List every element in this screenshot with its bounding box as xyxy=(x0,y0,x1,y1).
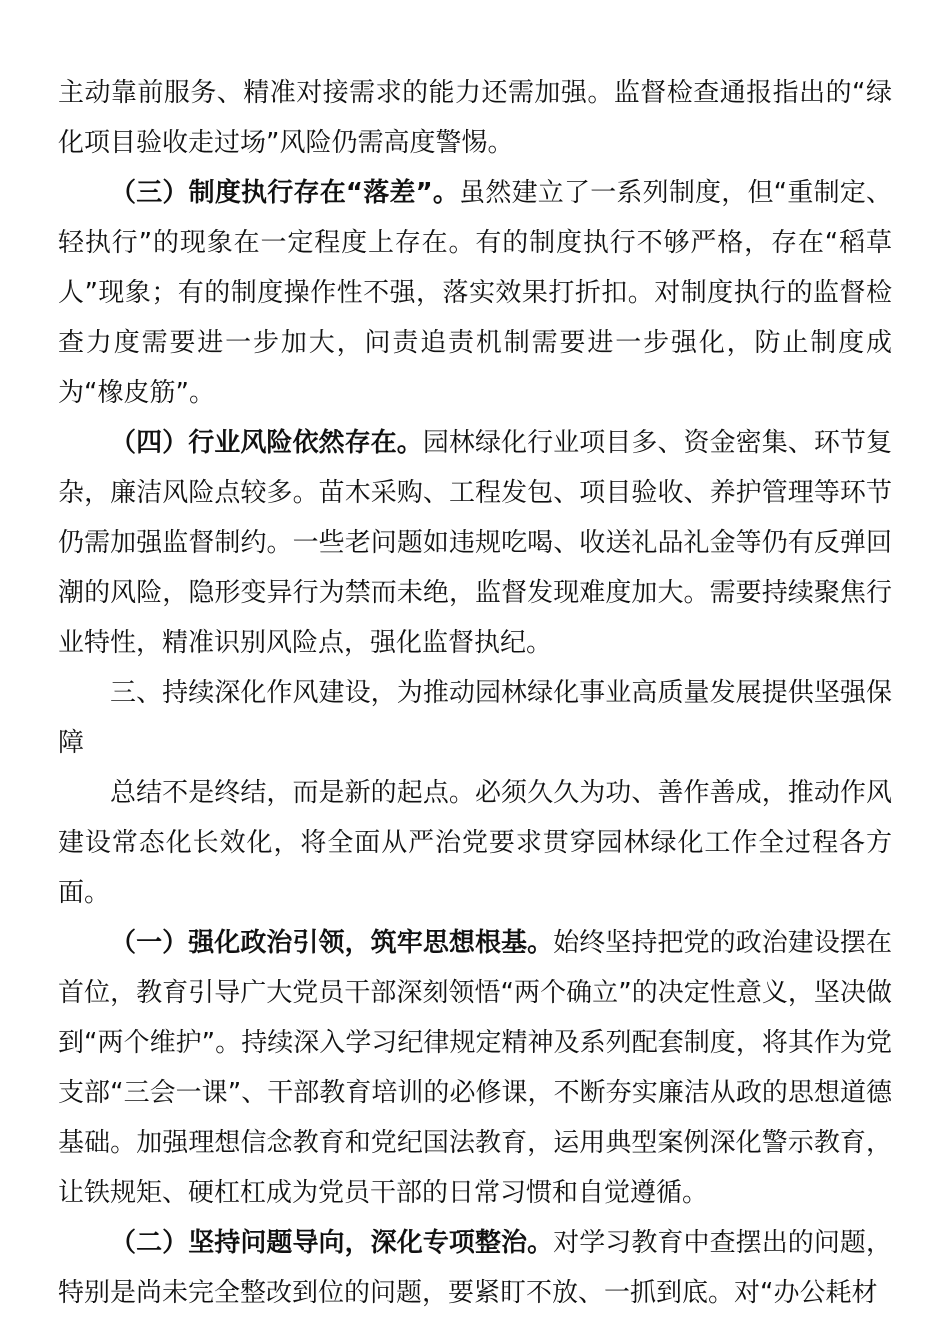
paragraph-2-lead: （三）制度执行存在“落差”。 xyxy=(110,178,460,208)
paragraph-3-text: 园林绿化行业项目多、资金密集、环节复杂，廉洁风险点较多。苗木采购、工程发包、项目验收、养护管理等环节仍需加强监督制约。一些老问题如违规吃喝、收送礼品礼金等仍有反弹回潮的风险，隐形变异行为禁而未绝，监督发现难度加大。需要持续聚焦行业特性，精准识别风险点，强化监督执纪。 xyxy=(58,428,892,658)
paragraph-3-lead: （四）行业风险依然存在。 xyxy=(110,428,423,458)
paragraph-1 xyxy=(58,68,892,168)
paragraph-5 xyxy=(58,768,892,918)
section-heading-3-text: 三、持续深化作风建设，为推动园林绿化事业高质量发展提供坚强保障 xyxy=(58,678,892,758)
paragraph-7 xyxy=(58,1218,892,1318)
paragraph-5-text: 总结不是终结，而是新的起点。必须久久为功、善作善成，推动作风建设常态化长效化，将全面从严治党要求贯穿园林绿化工作全过程各方面。 xyxy=(58,778,892,908)
section-heading-3 xyxy=(58,668,892,768)
paragraph-6-lead: （一）强化政治引领，筑牢思想根基。 xyxy=(110,928,554,958)
paragraph-2 xyxy=(58,168,892,418)
paragraph-3 xyxy=(58,418,892,668)
paragraph-7-lead: （二）坚持问题导向，深化专项整治。 xyxy=(110,1228,554,1258)
paragraph-7-text: 对学习教育中查摆出的问题，特别是尚未完全整改到位的问题，要紧盯不放、一抓到底。对“办公耗材 xyxy=(58,1228,892,1308)
paragraph-6-text: 始终坚持把党的政治建设摆在首位，教育引导广大党员干部深刻领悟“两个确立”的决定性意义，坚决做到“两个维护”。持续深入学习纪律规定精神及系列配套制度，将其作为党支部“三会一课”、干部教育培训的必修课，不断夯实廉洁从政的思想道德基础。加强理想信念教育和党纪国法教育，运用典型案例深化警示教育，让铁规矩、硬杠杠成为党员干部的日常习惯和自觉遵循。 xyxy=(58,928,892,1208)
paragraph-1-text: 主动靠前服务、精准对接需求的能力还需加强。监督检查通报指出的“绿化项目验收走过场”风险仍需高度警惕。 xyxy=(58,78,892,158)
document-page xyxy=(58,68,892,1318)
paragraph-2-text: 虽然建立了一系列制度，但“重制定、轻执行”的现象在一定程度上存在。有的制度执行不够严格，存在“稻草人”现象；有的制度操作性不强，落实效果打折扣。对制度执行的监督检查力度需要进一步加大，问责追责机制需要进一步强化，防止制度成为“橡皮筋”。 xyxy=(58,178,892,408)
paragraph-6 xyxy=(58,918,892,1218)
